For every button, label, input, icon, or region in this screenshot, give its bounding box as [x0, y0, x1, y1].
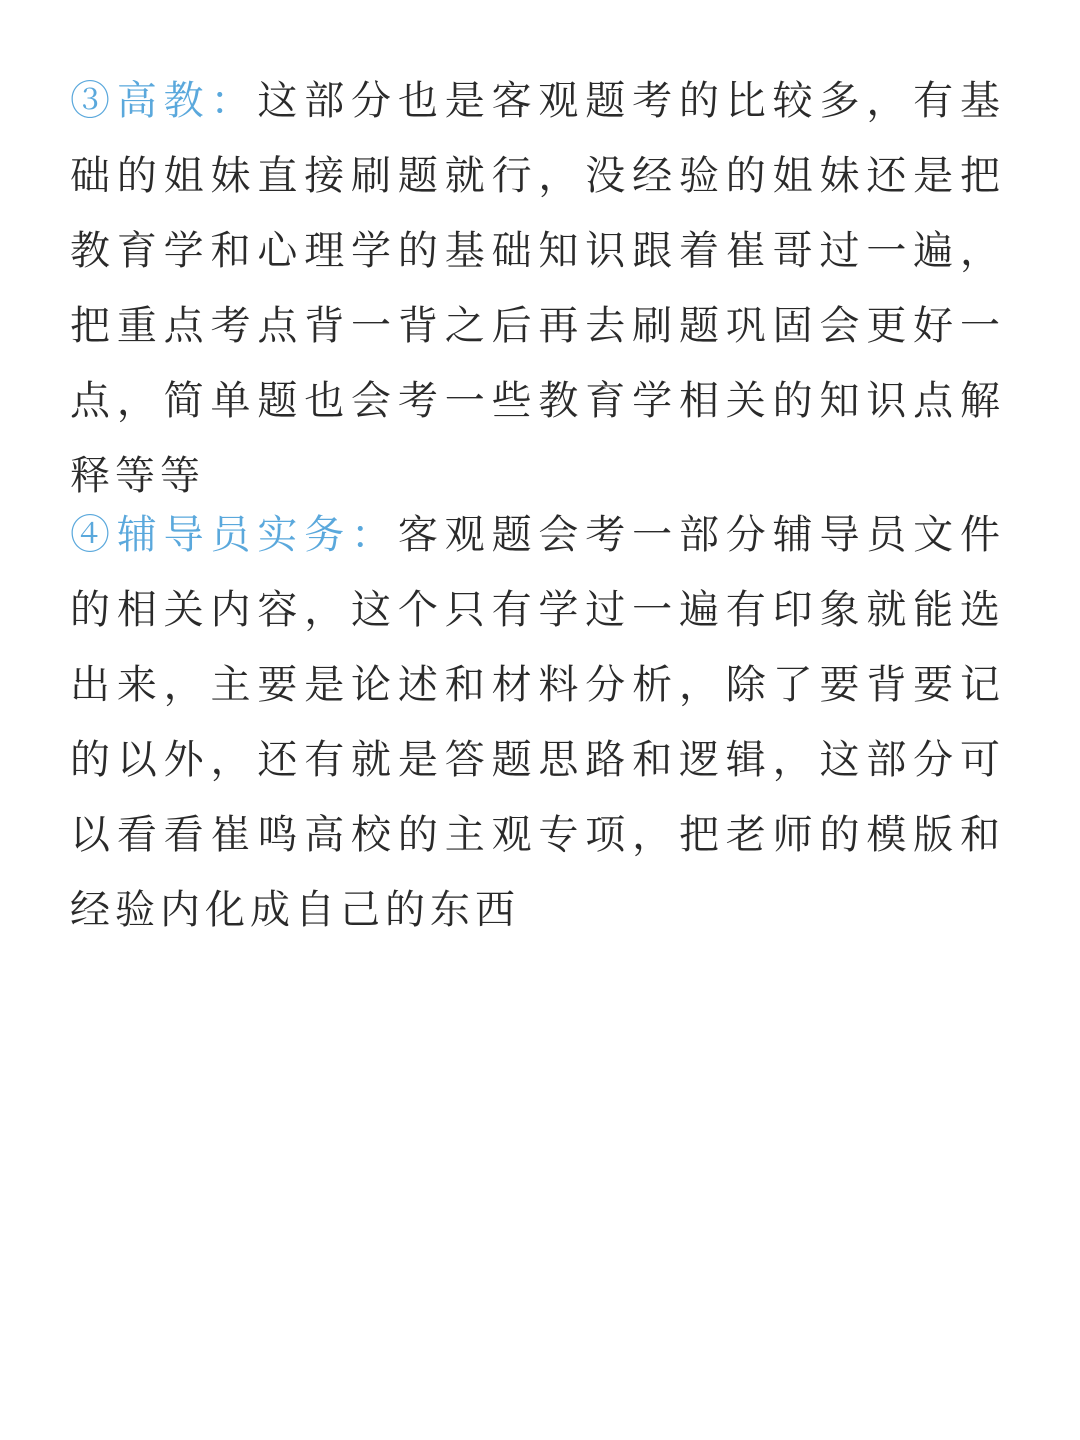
section-heading-fudaoyuan-shiwu: ④辅导员实务：	[70, 512, 398, 558]
section-fudaoyuan-shiwu	[70, 498, 1005, 948]
section-heading-gaojiao: ③高教：	[70, 78, 258, 124]
section-gaojiao	[70, 64, 1005, 514]
section-body-gaojiao: 这部分也是客观题考的比较多，有基础的姐妹直接刷题就行，没经验的姐妹还是把教育学和心理学的基础知识跟着崔哥过一遍，把重点考点背一背之后再去刷题巩固会更好一点，简单题也会考一些教育学相关的知识点解释等等	[70, 78, 1006, 499]
section-body-fudaoyuan-shiwu: 客观题会考一部分辅导员文件的相关内容，这个只有学过一遍有印象就能选出来，主要是论述和材料分析，除了要背要记的以外，还有就是答题思路和逻辑，这部分可以看看崔鸣高校的主观专项，把老师的模版和经验内化成自己的东西	[70, 512, 1006, 933]
